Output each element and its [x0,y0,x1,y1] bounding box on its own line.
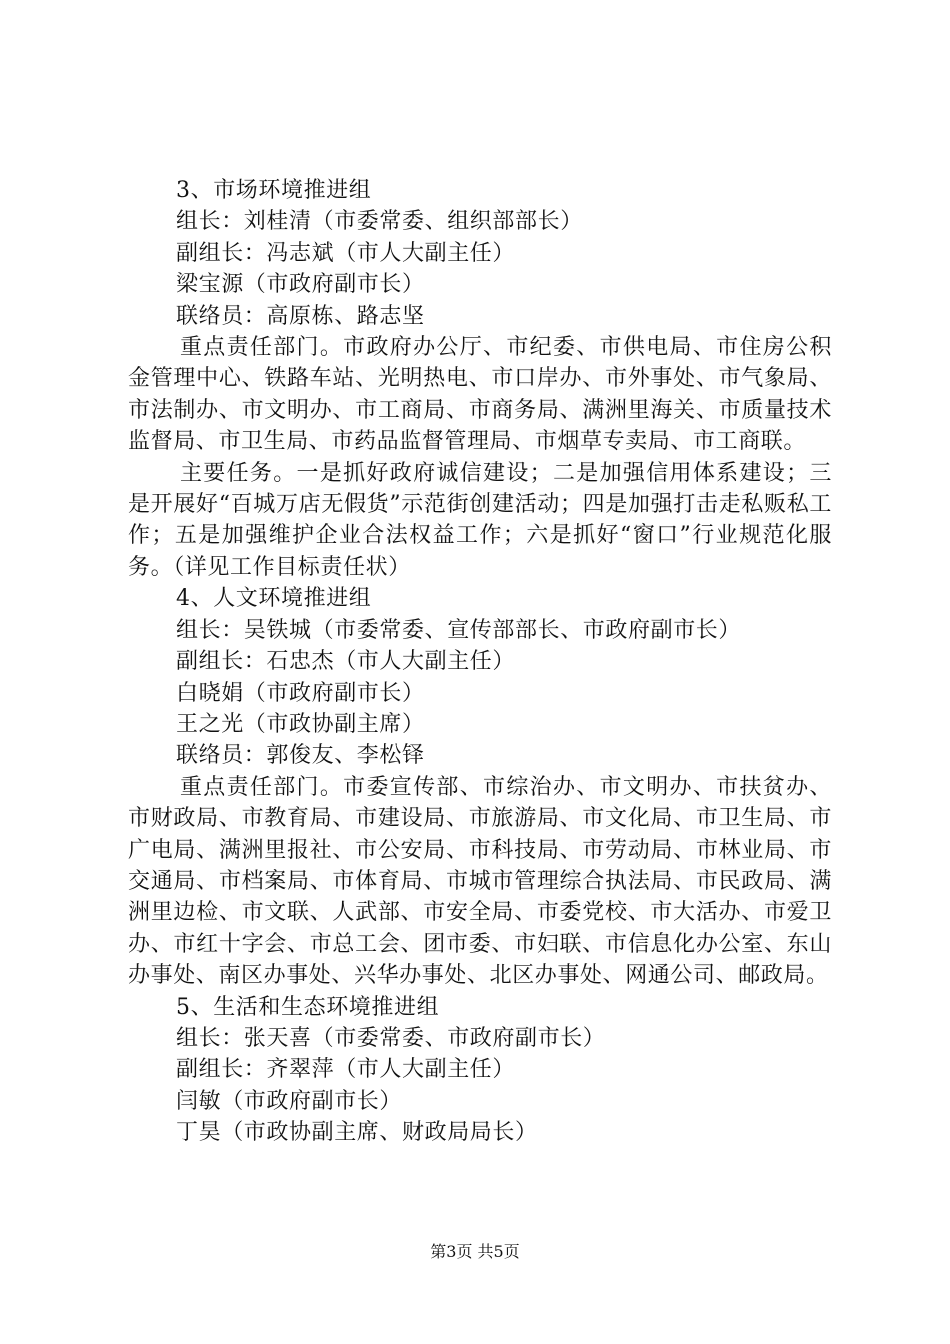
group-leader: 组长：吴铁城（市委常委、宣传部部长、市政府副市长） [176,617,742,643]
deputy-leader: 丁昊（市政协副主席、财政局局长） [176,1120,538,1146]
deputy-leader: 副组长：冯志斌（市人大副主任） [176,240,516,266]
main-tasks: 主要任务。一是抓好政府诚信建设；二是加强信用体系建设；三是开展好“百城万店无假货”示范街创建活动；四是加强打击走私贩私工作；五是加强维护企业合法权益工作；六是抓好“窗口”行业规范化服务。（详见工作目标责任状） [128,460,832,580]
page-number-footer: 第3页 共5页 [430,1242,520,1261]
section-heading: 4、人文环境推进组 [176,586,372,612]
group-leader: 组长：张天喜（市委常委、市政府副市长） [176,1025,606,1051]
document-body [128,175,832,1149]
deputy-leader: 梁宝源（市政府副市长） [176,272,425,298]
deputy-leader: 副组长：齐翠萍（市人大副主任） [176,1057,516,1083]
section-heading: 5、生活和生态环境推进组 [176,994,440,1020]
deputy-leader: 副组长：石忠杰（市人大副主任） [176,649,516,675]
key-departments: 重点责任部门。市委宣传部、市综治办、市文明办、市扶贫办、市财政局、市教育局、市建设局、市旅游局、市文化局、市卫生局、市广电局、满洲里报社、市公安局、市科技局、市劳动局、市林业局、市交通局、市档案局、市体育局、市城市管理综合执法局、市民政局、满洲里边检、市文联、人武部、市安全局、市委党校、市大活办、市爱卫办、市红十字会、市总工会、团市委、市妇联、市信息化办公室、东山办事处、南区办事处、兴华办事处、北区办事处、网通公司、邮政局。 [128,774,832,989]
liaison: 联络员：郭俊友、李松铎 [176,743,425,769]
deputy-leader: 王之光（市政协副主席） [176,711,425,737]
key-departments: 重点责任部门。市政府办公厅、市纪委、市供电局、市住房公积金管理中心、铁路车站、光明热电、市口岸办、市外事处、市气象局、市法制办、市文明办、市工商局、市商务局、满洲里海关、市质量技术监督局、市卫生局、市药品监督管理局、市烟草专卖局、市工商联。 [128,335,832,455]
deputy-leader: 闫敏（市政府副市长） [176,1088,403,1114]
group-leader: 组长：刘桂清（市委常委、组织部部长） [176,209,583,235]
liaison: 联络员：高原栋、路志坚 [176,303,425,329]
section-heading: 3、市场环境推进组 [176,178,372,203]
deputy-leader: 白晓娟（市政府副市长） [176,680,425,706]
